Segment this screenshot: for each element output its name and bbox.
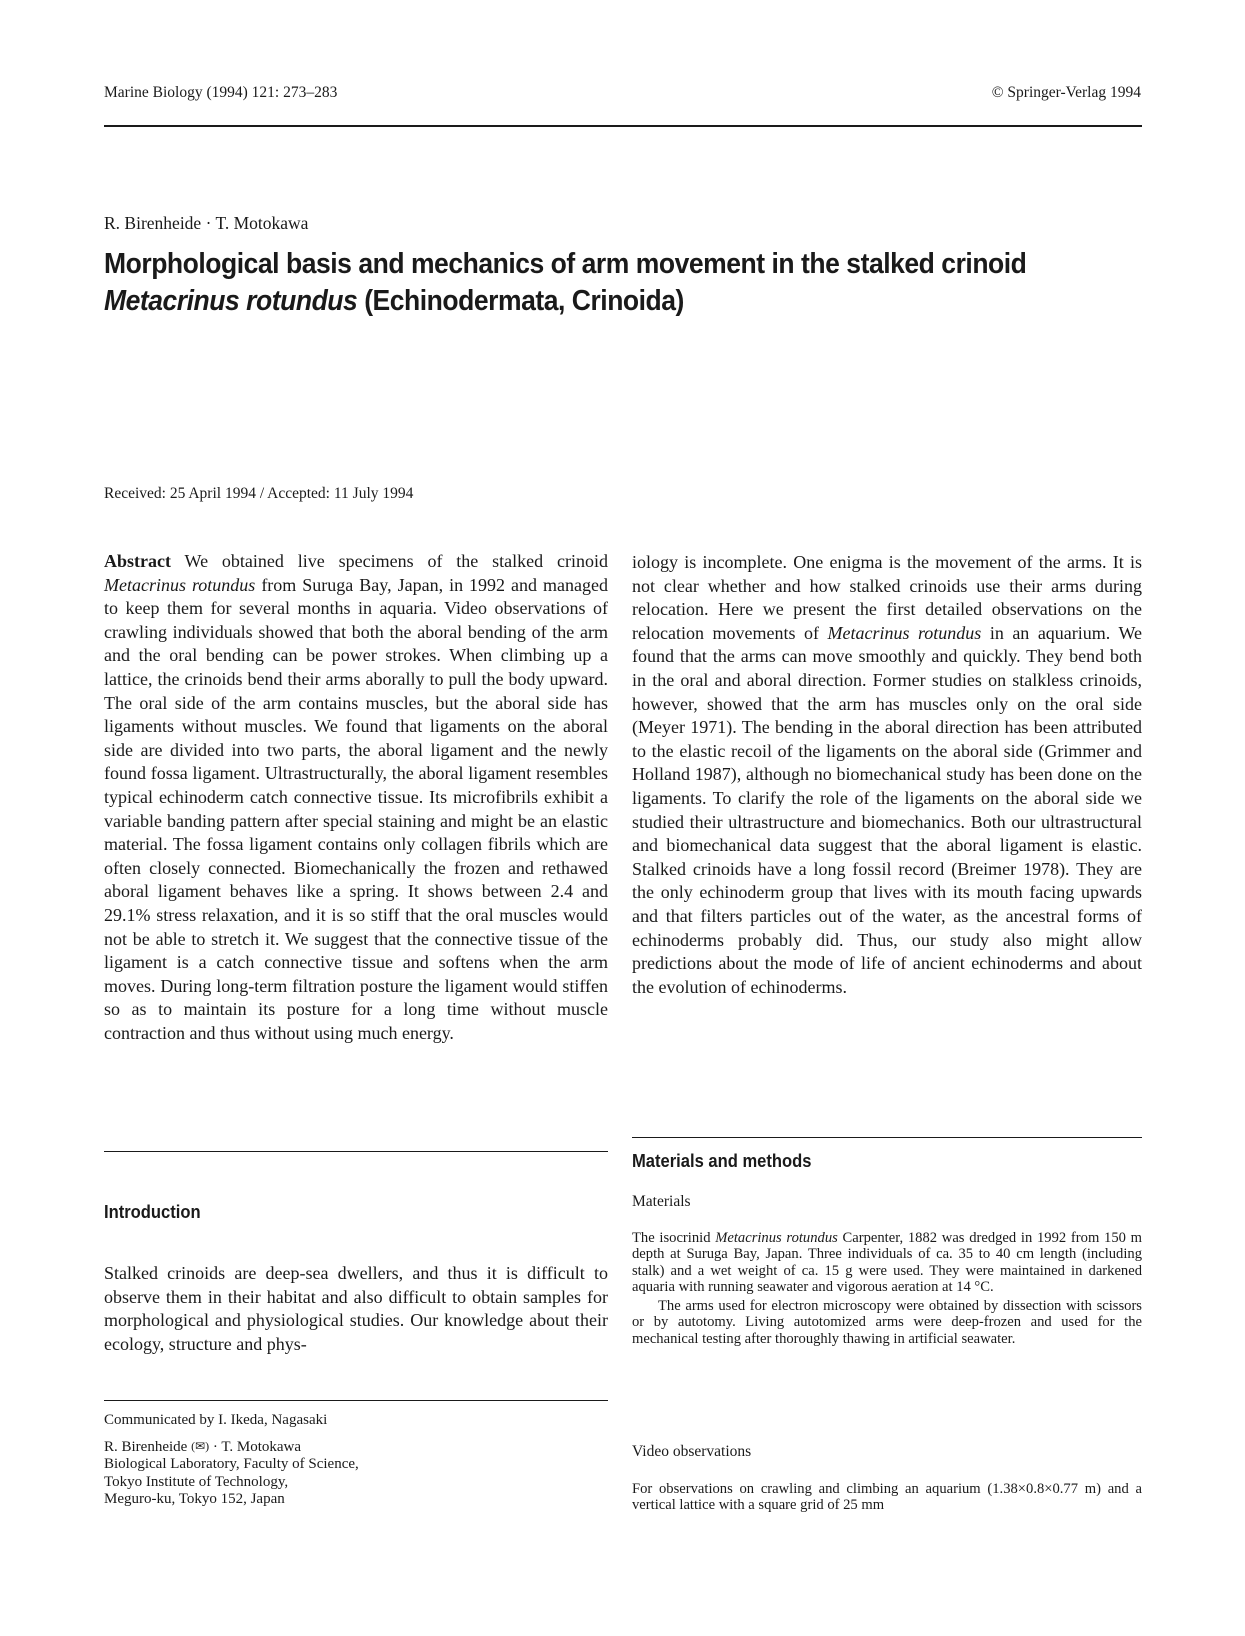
materials-subheading: Materials [632,1193,691,1210]
journal-citation: Marine Biology (1994) 121: 273–283 [104,84,338,101]
video-observations-paragraph: For observations on crawling and climbing an aquarium (1.38×0.8×0.77 m) and a vertical lattice with a square grid of 25 mm [632,1481,1142,1514]
corresponding-authors [104,1438,359,1457]
introduction-continued-paragraph [632,551,1142,999]
intro-cont-species: Metacrinus rotundus [827,622,982,643]
title-line-2-rest: (Echinodermata, Crinoida) [357,285,684,317]
address-line-2: Tokyo Institute of Technology, [104,1473,289,1490]
abstract-text-1: We obtained live specimens of the stalked crinoid [170,551,608,571]
abstract-text-2: from Suruga Bay, Japan, in 1992 and managed to keep them for several months in aquaria. Video observations of crawling individuals showed that both the aboral bending of the arm and the oral bending can be power strokes. When climbing up a lattice, the crinoids bend their arms aborally to pull the body upward. The oral side of the arm contains muscles, but the aboral side has ligaments without muscles. We found that ligaments on the aboral side are divided into two parts, the aboral ligament and the newly found fossa ligament. Ultrastructurally, the aboral ligament resembles typical echinoderm catch connective tissue. Its microfibrils exhibit a variable banding pattern after special staining and might be an elastic material. The fossa ligament contains only collagen fibrils which are often closely connected. Biomechanically the frozen and rethawed aboral ligament behaves like a spring. It shows between 2.4 and 29.1% stress relaxation, and it is so stiff that the oral muscles would not be able to stretch it. We suggest that the connective tissue of the ligament is a catch connective tissue and softens when the arm moves. During long-term filtration posture the ligament would stiffen so as to maintain its posture for a long time without muscle contraction and thus without using much energy. [104,574,608,1043]
introduction-heading: Introduction [104,1202,201,1222]
materials-p2-text: The arms used for electron microscopy were obtained by dissection with scissors or by autotomy. Living autotomized arms were deep-frozen and used for the mechanical testing after thoroughly thawing in artificial seawater. [632,1298,1142,1347]
received-accepted-dates: Received: 25 April 1994 / Accepted: 11 July 1994 [104,485,414,502]
title-line-1: Morphological basis and mechanics of arm movement in the stalked crinoid [104,248,1027,280]
introduction-paragraph: Stalked crinoids are deep-sea dwellers, and thus it is difficult to observe them in their habitat and also difficult to obtain samples for morphological and physiological studies. Our knowledge about their ecology, structure and phys- [104,1263,608,1354]
abstract-species: Metacrinus rotundus [104,574,256,595]
title-species: Metacrinus rotundus [104,285,358,317]
materials-p1-text-2: Carpenter, 1882 was dredged in 1992 from 150 m depth at Suruga Bay, Japan. Three individuals of ca. 35 to 40 cm length (including stalk) and a wet weight of ca. 15 g were used. They were maintained in darkened aquaria with running seawater and vigorous aeration at 14 °C. [632,1230,1143,1295]
materials-p1-text-1: The isocrinid [632,1230,716,1246]
materials-text [632,1230,1142,1347]
author-2: · T. Motokawa [209,1438,302,1455]
header-divider [104,125,1142,127]
video-observations-subheading: Video observations [632,1443,752,1460]
communicated-by: Communicated by I. Ikeda, Nagasaki [104,1412,328,1428]
materials-paragraph-1 [632,1230,1142,1295]
abstract-label: Abstract [104,551,171,571]
intro-cont-text-2: in an aquarium. We found that the arms can move smoothly and quickly. They bend both in the oral and aboral direction. Former studies on stalkless crinoids, however, showed that the arm has muscles only on the oral side (Meyer 1971). The bending in the aboral direction has been attributed to the elastic recoil of the ligaments on the aboral side (Grimmer and Holland 1987), although no biomechanical study has been done on the ligaments. To clarify the role of the ligaments on the aboral side we studied their ultrastructure and biomechanics. Both our ultrastructural and biomechanical data suggest that the aboral ligament is elastic. Stalked crinoids have a long fossil record (Breimer 1978). They are the only echinoderm group that lives with its mouth facing upwards and that filters particles out of the water, as the ancestral forms of echinoderms probably did. Thus, our study also might allow predictions about the mode of life of ancient echinoderms and about the evolution of echinoderms. [632,622,1143,997]
materials-methods-heading: Materials and methods [632,1151,812,1171]
materials-paragraph-2 [632,1298,1142,1347]
materials-methods-rule [632,1137,1142,1138]
article-title [104,246,1076,320]
address-line-3: Meguro-ku, Tokyo 152, Japan [104,1491,285,1507]
author-1: R. Birenheide [104,1438,188,1455]
envelope-icon: (✉) [191,1438,210,1453]
abstract-paragraph [104,550,608,1045]
copyright-notice: © Springer-Verlag 1994 [991,84,1141,101]
materials-species: Metacrinus rotundus [715,1230,838,1246]
address-line-1: Biological Laboratory, Faculty of Science, [104,1456,359,1472]
footnote-block [104,1412,359,1509]
intro-cont-text-1: iology is incomplete. One enigma is the movement of the arms. It is not clear whether and how stalked crinoids use their arms during relocation. Here we present the first detailed observations on the relocation movements of [632,552,1142,643]
introduction-rule [104,1151,608,1152]
title-line-2 [104,283,1076,320]
author-line: R. Birenheide · T. Motokawa [104,213,309,233]
footnote-rule [104,1400,608,1401]
